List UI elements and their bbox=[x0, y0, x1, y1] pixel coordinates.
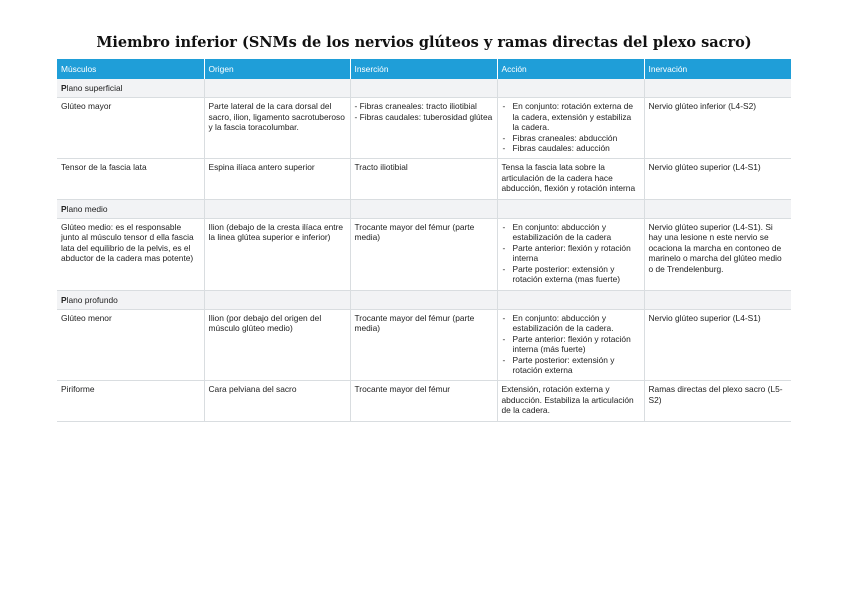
section-label-initial: P bbox=[61, 83, 67, 93]
action-cell bbox=[497, 219, 644, 290]
origin-cell: Espina ilíaca antero superior bbox=[204, 159, 350, 199]
section-empty-cell bbox=[644, 79, 791, 98]
section-empty-cell bbox=[644, 290, 791, 309]
table-row bbox=[57, 159, 791, 199]
section-label-rest: lano superficial bbox=[66, 83, 123, 93]
section-label-rest: lano profundo bbox=[66, 294, 118, 305]
section-empty-cell bbox=[350, 290, 497, 309]
muscle-cell: Glúteo mayor bbox=[57, 98, 204, 159]
section-label-initial: P bbox=[61, 203, 67, 214]
section-empty-cell bbox=[204, 199, 350, 218]
insertion-cell bbox=[350, 381, 497, 421]
section-label-rest: lano medio bbox=[66, 203, 108, 214]
insertion-cell bbox=[350, 309, 497, 380]
innervation-cell: Nervio glúteo inferior (L4-S2) bbox=[644, 98, 791, 159]
action-list-item: - Parte posterior: extensión y rotación externa bbox=[502, 355, 640, 376]
insertion-line: Trocante mayor del fémur bbox=[354, 384, 451, 395]
table-row bbox=[57, 309, 791, 380]
section-label-initial: P bbox=[61, 294, 67, 305]
section-empty-cell bbox=[497, 199, 644, 218]
action-cell bbox=[497, 309, 644, 380]
section-empty-cell bbox=[644, 199, 791, 218]
insertion-cell bbox=[350, 159, 497, 199]
innervation-cell: Ramas directas del plexo sacro (L5-S2) bbox=[644, 381, 791, 421]
action-list-item: - Parte anterior: flexión y rotación interna (más fuerte) bbox=[502, 334, 640, 355]
header-origin: Origen bbox=[204, 59, 350, 79]
table-body bbox=[57, 79, 791, 421]
section-label bbox=[57, 199, 204, 218]
muscle-cell: Piriforme bbox=[57, 381, 204, 421]
table-row bbox=[57, 98, 791, 159]
muscle-table bbox=[57, 59, 791, 422]
header-row bbox=[57, 59, 791, 79]
section-empty-cell bbox=[497, 290, 644, 309]
section-label bbox=[57, 290, 204, 309]
header-innervation: Inervación bbox=[644, 59, 791, 79]
action-list-item: - En conjunto: abducción y estabilización de la cadera bbox=[502, 222, 640, 243]
insertion-line: - Fibras craneales: tracto iliotibial bbox=[354, 101, 477, 112]
muscle-cell: Glúteo medio: es el responsable junto al músculo tensor d ella fascia lata del equilibrio de la pelvis, es el abductor de la cadera mas potente) bbox=[57, 219, 204, 290]
page-title: Miembro inferior (SNMs de los nervios glúteos y ramas directas del plexo sacro) bbox=[96, 34, 752, 51]
action-list bbox=[502, 101, 640, 153]
action-cell: Tensa la fascia lata sobre la articulación de la cadera hace abducción, flexión y rotación interna bbox=[497, 159, 644, 199]
section-empty-cell bbox=[350, 79, 497, 98]
insertion-line: Tracto iliotibial bbox=[354, 162, 408, 173]
section-empty-cell bbox=[350, 199, 497, 218]
origin-cell: Ilion (debajo de la cresta ilíaca entre la linea glútea superior e inferior) bbox=[204, 219, 350, 290]
section-empty-cell bbox=[204, 290, 350, 309]
origin-cell: Ilion (por debajo del origen del músculo glúteo medio) bbox=[204, 309, 350, 380]
section-row bbox=[57, 79, 791, 98]
innervation-cell: Nervio glúteo superior (L4-S1) bbox=[644, 309, 791, 380]
table-row bbox=[57, 381, 791, 421]
section-label bbox=[57, 79, 204, 98]
innervation-cell: Nervio glúteo superior (L4-S1). Si hay una lesione n este nervio se ocaciona la marcha en contoneo de marinelo o marcha del glúteo medio o de Trendelenburg. bbox=[644, 219, 791, 290]
action-list bbox=[502, 222, 640, 284]
origin-cell: Parte lateral de la cara dorsal del sacro, ilion, ligamento sacrotuberoso y la fascia toracolumbar. bbox=[204, 98, 350, 159]
section-row bbox=[57, 199, 791, 218]
action-list-item: - Fibras craneales: abducción bbox=[502, 133, 640, 143]
section-empty-cell bbox=[204, 79, 350, 98]
action-list bbox=[502, 313, 640, 375]
origin-cell: Cara pelviana del sacro bbox=[204, 381, 350, 421]
header-insertion: Inserción bbox=[350, 59, 497, 79]
muscle-cell: Glúteo menor bbox=[57, 309, 204, 380]
action-list-item: - Parte posterior: extensión y rotación externa (mas fuerte) bbox=[502, 264, 640, 285]
table-row bbox=[57, 219, 791, 290]
section-row bbox=[57, 290, 791, 309]
action-cell: Extensión, rotación externa y abducción. Estabiliza la articulación de la cadera. bbox=[497, 381, 644, 421]
action-list-item: - Parte anterior: flexión y rotación interna bbox=[502, 243, 640, 264]
header-action: Acción bbox=[497, 59, 644, 79]
muscle-cell: Tensor de la fascia lata bbox=[57, 159, 204, 199]
action-cell bbox=[497, 98, 644, 159]
insertion-cell bbox=[350, 219, 497, 290]
innervation-cell: Nervio glúteo superior (L4-S1) bbox=[644, 159, 791, 199]
action-list-item: - En conjunto: abducción y estabilización de la cadera. bbox=[502, 313, 640, 334]
insertion-line: Trocante mayor del fémur (parte media) bbox=[354, 312, 475, 334]
action-list-item: - Fibras caudales: aducción bbox=[502, 143, 640, 153]
insertion-cell bbox=[350, 98, 497, 159]
action-list-item: - En conjunto: rotación externa de la cadera, extensión y estabiliza la cadera. bbox=[502, 101, 640, 132]
insertion-line: Trocante mayor del fémur (parte media) bbox=[354, 222, 475, 243]
section-empty-cell bbox=[497, 79, 644, 98]
insertion-line: - Fibras caudales: tuberosidad glútea bbox=[354, 111, 493, 122]
header-muscles: Músculos bbox=[57, 59, 204, 79]
